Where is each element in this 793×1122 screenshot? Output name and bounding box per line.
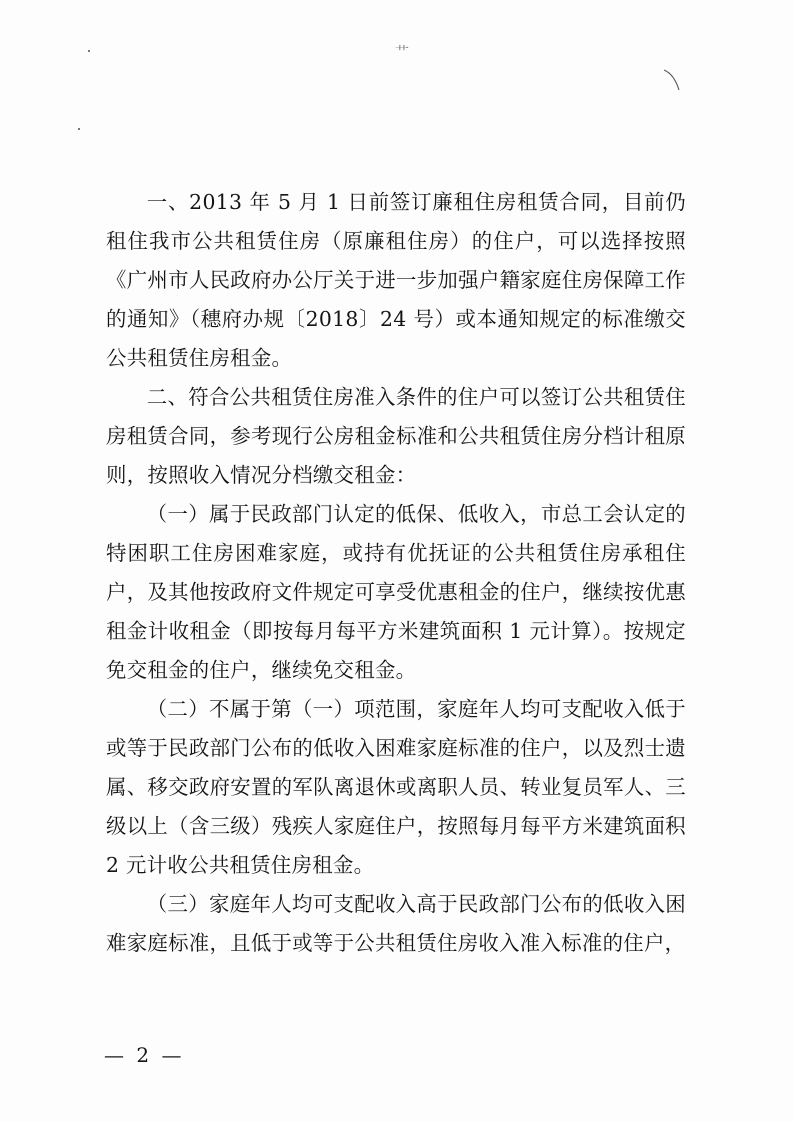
paragraph-4: （二）不属于第（一）项范围，家庭年人均可支配收入低于或等于民政部门公布的低收入困难家庭标准的住户，以及烈士遗属、移交政府安置的军队离退休或离职人员、转业复员军人、三级以上（含三级）残疾人家庭住户，按照每月每平方米建筑面积 2 元计收公共租赁住房租金。 bbox=[106, 697, 686, 877]
paragraph-3: （一）属于民政部门认定的低保、低收入，市总工会认定的特困职工住房困难家庭，或持有优抚证的公共租赁住房承租住户，及其他按政府文件规定可享受优惠租金的住户，继续按优惠租金计收租金（即按每月每平方米建筑面积 1 元计算）。按规定免交租金的住户，继续免交租金。 bbox=[106, 502, 686, 682]
corner-scratch-mark bbox=[662, 68, 682, 92]
speck-mark bbox=[78, 128, 80, 130]
speck-mark bbox=[88, 50, 90, 52]
paragraph-5: （三）家庭年人均可支配收入高于民政部门公布的低收入困难家庭标准，且低于或等于公共租赁住房收入准入标准的住户， bbox=[106, 892, 686, 955]
page-number: — 2 — bbox=[104, 1043, 185, 1067]
paragraph-1: 一、2013 年 5 月 1 日前签订廉租住房租赁合同，目前仍租住我市公共租赁住房（原廉租住房）的住户，可以选择按照《广州市人民政府办公厅关于进一步加强户籍家庭住房保障工作的通知》（穗府办规〔2018〕24 号）或本通知规定的标准缴交公共租赁住房租金。 bbox=[106, 190, 686, 370]
paragraph-2: 二、符合公共租赁住房准入条件的住户可以签订公共租赁住房租赁合同，参考现行公房租金标准和公共租赁住房分档计租原则，按照收入情况分档缴交租金： bbox=[106, 385, 686, 487]
body-text bbox=[106, 183, 686, 963]
top-ink-mark: 艹 bbox=[395, 45, 409, 61]
